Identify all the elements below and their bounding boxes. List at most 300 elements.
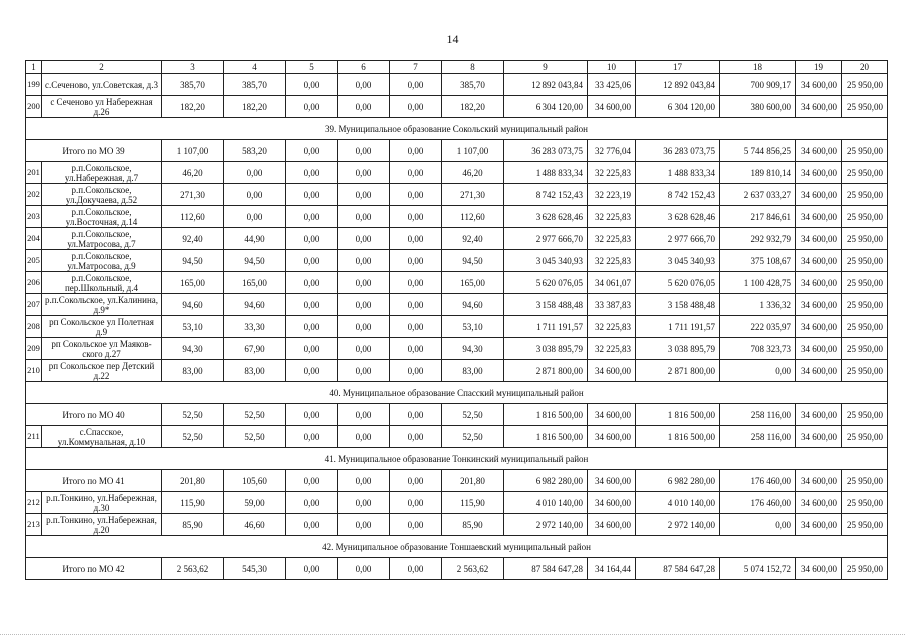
value-cell: 0,00 xyxy=(390,338,442,360)
value-cell: 1 816 500,00 xyxy=(504,426,588,448)
value-cell: 0,00 xyxy=(338,272,390,294)
value-cell: 34 600,00 xyxy=(796,294,842,316)
value-cell: 87 584 647,28 xyxy=(504,558,588,580)
value-cell: 176 460,00 xyxy=(720,492,796,514)
value-cell: 0,00 xyxy=(286,492,338,514)
row-index: 203 xyxy=(26,206,42,228)
value-cell: 32 776,04 xyxy=(588,140,636,162)
value-cell: 1 100 428,75 xyxy=(720,272,796,294)
value-cell: 25 950,00 xyxy=(842,96,888,118)
value-cell: 0,00 xyxy=(390,250,442,272)
housing-data-table xyxy=(25,60,888,580)
value-cell: 52,50 xyxy=(162,426,224,448)
value-cell: 0,00 xyxy=(286,338,338,360)
value-cell: 34 600,00 xyxy=(796,360,842,382)
value-cell: 182,20 xyxy=(224,96,286,118)
column-header: 6 xyxy=(338,61,390,74)
value-cell: 4 010 140,00 xyxy=(504,492,588,514)
value-cell: 0,00 xyxy=(286,272,338,294)
value-cell: 0,00 xyxy=(390,228,442,250)
value-cell: 34 600,00 xyxy=(588,96,636,118)
column-header: 17 xyxy=(636,61,720,74)
value-cell: 25 950,00 xyxy=(842,404,888,426)
value-cell: 0,00 xyxy=(390,558,442,580)
value-cell: 2 637 033,27 xyxy=(720,184,796,206)
value-cell: 32 225,83 xyxy=(588,228,636,250)
value-cell: 67,90 xyxy=(224,338,286,360)
section-title: 40. Муниципальное образование Спасский муниципальный район xyxy=(26,382,888,404)
column-header: 3 xyxy=(162,61,224,74)
value-cell: 1 488 833,34 xyxy=(504,162,588,184)
column-header: 18 xyxy=(720,61,796,74)
value-cell: 0,00 xyxy=(286,316,338,338)
value-cell: 0,00 xyxy=(390,140,442,162)
address-cell: р.п.Сокольское, ул.Матросова, д.7 xyxy=(42,228,162,250)
value-cell: 1 816 500,00 xyxy=(504,404,588,426)
address-cell: рп Сокольское ул Полетная д.9 xyxy=(42,316,162,338)
table-row xyxy=(26,184,888,206)
value-cell: 32 225,83 xyxy=(588,250,636,272)
value-cell: 0,00 xyxy=(338,294,390,316)
value-cell: 32 225,83 xyxy=(588,162,636,184)
value-cell: 5 620 076,05 xyxy=(504,272,588,294)
value-cell: 385,70 xyxy=(442,74,504,96)
value-cell: 2 871 800,00 xyxy=(636,360,720,382)
value-cell: 34 600,00 xyxy=(796,514,842,536)
value-cell: 33 387,83 xyxy=(588,294,636,316)
value-cell: 34 600,00 xyxy=(796,272,842,294)
value-cell: 53,10 xyxy=(442,316,504,338)
value-cell: 25 950,00 xyxy=(842,74,888,96)
table-row xyxy=(26,228,888,250)
value-cell: 25 950,00 xyxy=(842,140,888,162)
row-index: 199 xyxy=(26,74,42,96)
value-cell: 189 810,14 xyxy=(720,162,796,184)
page-number: 14 xyxy=(446,32,459,46)
value-cell: 0,00 xyxy=(390,74,442,96)
value-cell: 0,00 xyxy=(286,558,338,580)
value-cell: 59,00 xyxy=(224,492,286,514)
value-cell: 0,00 xyxy=(286,250,338,272)
value-cell: 85,90 xyxy=(442,514,504,536)
value-cell: 1 711 191,57 xyxy=(504,316,588,338)
value-cell: 0,00 xyxy=(390,470,442,492)
value-cell: 52,50 xyxy=(224,404,286,426)
table-row xyxy=(26,426,888,448)
value-cell: 25 950,00 xyxy=(842,316,888,338)
value-cell: 2 563,62 xyxy=(162,558,224,580)
value-cell: 25 950,00 xyxy=(842,492,888,514)
row-index: 210 xyxy=(26,360,42,382)
row-index: 209 xyxy=(26,338,42,360)
value-cell: 105,60 xyxy=(224,470,286,492)
value-cell: 2 977 666,70 xyxy=(636,228,720,250)
row-index: 211 xyxy=(26,426,42,448)
address-cell: р.п.Тонкино, ул.Набережная, д.20 xyxy=(42,514,162,536)
value-cell: 271,30 xyxy=(162,184,224,206)
address-cell: р.п.Сокольское, ул.Калинина, д.9* xyxy=(42,294,162,316)
value-cell: 0,00 xyxy=(286,514,338,536)
row-index: 212 xyxy=(26,492,42,514)
column-header: 4 xyxy=(224,61,286,74)
column-header: 10 xyxy=(588,61,636,74)
value-cell: 94,60 xyxy=(442,294,504,316)
value-cell: 0,00 xyxy=(720,514,796,536)
table-row xyxy=(26,514,888,536)
subtotal-label: Итого по МО 40 xyxy=(26,404,162,426)
value-cell: 2 871 800,00 xyxy=(504,360,588,382)
value-cell: 94,30 xyxy=(162,338,224,360)
address-cell: с.Спасское, ул.Коммунальная, д.10 xyxy=(42,426,162,448)
value-cell: 32 225,83 xyxy=(588,338,636,360)
value-cell: 1 816 500,00 xyxy=(636,404,720,426)
value-cell: 1 107,00 xyxy=(162,140,224,162)
value-cell: 0,00 xyxy=(390,514,442,536)
value-cell: 0,00 xyxy=(390,492,442,514)
value-cell: 34 164,44 xyxy=(588,558,636,580)
value-cell: 94,50 xyxy=(162,250,224,272)
value-cell: 32 225,83 xyxy=(588,316,636,338)
value-cell: 3 045 340,93 xyxy=(636,250,720,272)
subtotal-row xyxy=(26,140,888,162)
value-cell: 34 600,00 xyxy=(588,426,636,448)
value-cell: 176 460,00 xyxy=(720,470,796,492)
value-cell: 0,00 xyxy=(286,294,338,316)
value-cell: 0,00 xyxy=(338,338,390,360)
value-cell: 6 982 280,00 xyxy=(636,470,720,492)
value-cell: 25 950,00 xyxy=(842,272,888,294)
value-cell: 0,00 xyxy=(338,492,390,514)
value-cell: 0,00 xyxy=(286,206,338,228)
value-cell: 0,00 xyxy=(390,426,442,448)
value-cell: 34 600,00 xyxy=(796,96,842,118)
row-index: 200 xyxy=(26,96,42,118)
value-cell: 25 950,00 xyxy=(842,426,888,448)
value-cell: 0,00 xyxy=(338,426,390,448)
value-cell: 94,30 xyxy=(442,338,504,360)
value-cell: 34 600,00 xyxy=(588,360,636,382)
value-cell: 34 600,00 xyxy=(796,184,842,206)
value-cell: 0,00 xyxy=(286,74,338,96)
section-title: 39. Муниципальное образование Сокольский муниципальный район xyxy=(26,118,888,140)
value-cell: 46,20 xyxy=(442,162,504,184)
value-cell: 0,00 xyxy=(286,228,338,250)
value-cell: 34 600,00 xyxy=(588,470,636,492)
value-cell: 201,80 xyxy=(162,470,224,492)
value-cell: 708 323,73 xyxy=(720,338,796,360)
value-cell: 3 158 488,48 xyxy=(636,294,720,316)
value-cell: 2 972 140,00 xyxy=(504,514,588,536)
value-cell: 0,00 xyxy=(338,228,390,250)
value-cell: 700 909,17 xyxy=(720,74,796,96)
value-cell: 52,50 xyxy=(442,426,504,448)
value-cell: 34 600,00 xyxy=(796,250,842,272)
value-cell: 85,90 xyxy=(162,514,224,536)
value-cell: 34 600,00 xyxy=(588,404,636,426)
column-header: 1 xyxy=(26,61,42,74)
value-cell: 33 425,06 xyxy=(588,74,636,96)
table-row xyxy=(26,272,888,294)
column-header: 7 xyxy=(390,61,442,74)
value-cell: 0,00 xyxy=(286,162,338,184)
value-cell: 0,00 xyxy=(338,74,390,96)
value-cell: 0,00 xyxy=(286,140,338,162)
value-cell: 0,00 xyxy=(286,470,338,492)
value-cell: 0,00 xyxy=(286,426,338,448)
value-cell: 34 600,00 xyxy=(796,162,842,184)
value-cell: 3 045 340,93 xyxy=(504,250,588,272)
value-cell: 25 950,00 xyxy=(842,294,888,316)
value-cell: 6 304 120,00 xyxy=(504,96,588,118)
value-cell: 94,50 xyxy=(442,250,504,272)
row-index: 201 xyxy=(26,162,42,184)
value-cell: 182,20 xyxy=(442,96,504,118)
table-row xyxy=(26,294,888,316)
table-row xyxy=(26,162,888,184)
value-cell: 25 950,00 xyxy=(842,162,888,184)
value-cell: 0,00 xyxy=(338,470,390,492)
value-cell: 8 742 152,43 xyxy=(504,184,588,206)
value-cell: 3 038 895,79 xyxy=(504,338,588,360)
value-cell: 46,60 xyxy=(224,514,286,536)
value-cell: 0,00 xyxy=(338,140,390,162)
value-cell: 0,00 xyxy=(224,184,286,206)
value-cell: 1 711 191,57 xyxy=(636,316,720,338)
value-cell: 1 107,00 xyxy=(442,140,504,162)
value-cell: 0,00 xyxy=(286,360,338,382)
value-cell: 0,00 xyxy=(390,206,442,228)
value-cell: 271,30 xyxy=(442,184,504,206)
value-cell: 32 223,19 xyxy=(588,184,636,206)
value-cell: 217 846,61 xyxy=(720,206,796,228)
value-cell: 583,20 xyxy=(224,140,286,162)
value-cell: 87 584 647,28 xyxy=(636,558,720,580)
value-cell: 8 742 152,43 xyxy=(636,184,720,206)
value-cell: 5 074 152,72 xyxy=(720,558,796,580)
table-row xyxy=(26,338,888,360)
address-cell: рп Сокольское пер Детский д.22 xyxy=(42,360,162,382)
table-row xyxy=(26,74,888,96)
address-cell: р.п.Тонкино, ул.Набережная, д.30 xyxy=(42,492,162,514)
value-cell: 12 892 043,84 xyxy=(636,74,720,96)
value-cell: 0,00 xyxy=(390,294,442,316)
value-cell: 25 950,00 xyxy=(842,558,888,580)
value-cell: 112,60 xyxy=(162,206,224,228)
value-cell: 25 950,00 xyxy=(842,250,888,272)
value-cell: 0,00 xyxy=(390,96,442,118)
value-cell: 0,00 xyxy=(390,316,442,338)
value-cell: 0,00 xyxy=(338,404,390,426)
value-cell: 36 283 073,75 xyxy=(636,140,720,162)
subtotal-row xyxy=(26,404,888,426)
value-cell: 0,00 xyxy=(338,184,390,206)
value-cell: 3 628 628,46 xyxy=(636,206,720,228)
value-cell: 83,00 xyxy=(162,360,224,382)
value-cell: 94,50 xyxy=(224,250,286,272)
value-cell: 0,00 xyxy=(390,360,442,382)
section-header-row xyxy=(26,118,888,140)
value-cell: 112,60 xyxy=(442,206,504,228)
table-row xyxy=(26,316,888,338)
value-cell: 34 600,00 xyxy=(588,514,636,536)
value-cell: 380 600,00 xyxy=(720,96,796,118)
value-cell: 3 158 488,48 xyxy=(504,294,588,316)
value-cell: 165,00 xyxy=(224,272,286,294)
value-cell: 0,00 xyxy=(390,272,442,294)
address-cell: с.Сеченово, ул.Советская, д.3 xyxy=(42,74,162,96)
value-cell: 5 620 076,05 xyxy=(636,272,720,294)
column-header: 5 xyxy=(286,61,338,74)
value-cell: 258 116,00 xyxy=(720,404,796,426)
section-header-row xyxy=(26,382,888,404)
section-title: 41. Муниципальное образование Тонкинский муниципальный район xyxy=(26,448,888,470)
value-cell: 115,90 xyxy=(162,492,224,514)
value-cell: 0,00 xyxy=(338,514,390,536)
value-cell: 0,00 xyxy=(390,404,442,426)
row-index: 208 xyxy=(26,316,42,338)
value-cell: 0,00 xyxy=(224,206,286,228)
value-cell: 258 116,00 xyxy=(720,426,796,448)
value-cell: 165,00 xyxy=(162,272,224,294)
subtotal-label: Итого по МО 41 xyxy=(26,470,162,492)
address-cell: р.п.Сокольское, ул.Докучаева, д.52 xyxy=(42,184,162,206)
value-cell: 1 488 833,34 xyxy=(636,162,720,184)
value-cell: 46,20 xyxy=(162,162,224,184)
value-cell: 34 061,07 xyxy=(588,272,636,294)
value-cell: 201,80 xyxy=(442,470,504,492)
value-cell: 2 977 666,70 xyxy=(504,228,588,250)
value-cell: 385,70 xyxy=(162,74,224,96)
value-cell: 0,00 xyxy=(338,360,390,382)
table-row xyxy=(26,492,888,514)
value-cell: 34 600,00 xyxy=(796,206,842,228)
table-body xyxy=(26,61,888,580)
table-row xyxy=(26,250,888,272)
section-title: 42. Муниципальное образование Тоншаевский муниципальный район xyxy=(26,536,888,558)
row-index: 206 xyxy=(26,272,42,294)
column-header: 19 xyxy=(796,61,842,74)
column-header: 2 xyxy=(42,61,162,74)
subtotal-row xyxy=(26,470,888,492)
value-cell: 6 982 280,00 xyxy=(504,470,588,492)
value-cell: 94,60 xyxy=(224,294,286,316)
value-cell: 34 600,00 xyxy=(588,492,636,514)
value-cell: 165,00 xyxy=(442,272,504,294)
value-cell: 1 336,32 xyxy=(720,294,796,316)
value-cell: 52,50 xyxy=(224,426,286,448)
value-cell: 33,30 xyxy=(224,316,286,338)
address-cell: р.п.Сокольское, ул.Набережная, д.7 xyxy=(42,162,162,184)
value-cell: 34 600,00 xyxy=(796,558,842,580)
address-cell: с Сеченово ул Набережная д.26 xyxy=(42,96,162,118)
value-cell: 34 600,00 xyxy=(796,426,842,448)
value-cell: 0,00 xyxy=(390,162,442,184)
value-cell: 94,60 xyxy=(162,294,224,316)
value-cell: 0,00 xyxy=(390,184,442,206)
value-cell: 34 600,00 xyxy=(796,404,842,426)
value-cell: 34 600,00 xyxy=(796,316,842,338)
row-index: 205 xyxy=(26,250,42,272)
table-row xyxy=(26,360,888,382)
value-cell: 25 950,00 xyxy=(842,338,888,360)
column-header: 8 xyxy=(442,61,504,74)
address-cell: р.п.Сокольское, ул.Восточная, д.14 xyxy=(42,206,162,228)
value-cell: 25 950,00 xyxy=(842,184,888,206)
value-cell: 0,00 xyxy=(338,250,390,272)
value-cell: 52,50 xyxy=(442,404,504,426)
value-cell: 3 628 628,46 xyxy=(504,206,588,228)
value-cell: 25 950,00 xyxy=(842,470,888,492)
table-row xyxy=(26,96,888,118)
column-header: 20 xyxy=(842,61,888,74)
value-cell: 83,00 xyxy=(224,360,286,382)
value-cell: 0,00 xyxy=(286,96,338,118)
value-cell: 32 225,83 xyxy=(588,206,636,228)
section-header-row xyxy=(26,536,888,558)
value-cell: 36 283 073,75 xyxy=(504,140,588,162)
value-cell: 25 950,00 xyxy=(842,228,888,250)
address-cell: р.п.Сокольское, ул.Матросова, д.9 xyxy=(42,250,162,272)
subtotal-row xyxy=(26,558,888,580)
row-index: 204 xyxy=(26,228,42,250)
value-cell: 0,00 xyxy=(286,184,338,206)
value-cell: 0,00 xyxy=(720,360,796,382)
address-cell: р.п.Сокольское, пер.Школьный, д.4 xyxy=(42,272,162,294)
page-bottom-edge xyxy=(0,634,905,638)
value-cell: 25 950,00 xyxy=(842,206,888,228)
row-index: 213 xyxy=(26,514,42,536)
value-cell: 0,00 xyxy=(338,558,390,580)
value-cell: 83,00 xyxy=(442,360,504,382)
value-cell: 25 950,00 xyxy=(842,360,888,382)
value-cell: 292 932,79 xyxy=(720,228,796,250)
value-cell: 545,30 xyxy=(224,558,286,580)
value-cell: 6 304 120,00 xyxy=(636,96,720,118)
value-cell: 0,00 xyxy=(338,206,390,228)
value-cell: 0,00 xyxy=(286,404,338,426)
value-cell: 182,20 xyxy=(162,96,224,118)
value-cell: 92,40 xyxy=(162,228,224,250)
value-cell: 385,70 xyxy=(224,74,286,96)
value-cell: 1 816 500,00 xyxy=(636,426,720,448)
row-index: 202 xyxy=(26,184,42,206)
value-cell: 34 600,00 xyxy=(796,140,842,162)
value-cell: 0,00 xyxy=(338,162,390,184)
value-cell: 52,50 xyxy=(162,404,224,426)
value-cell: 0,00 xyxy=(338,316,390,338)
value-cell: 25 950,00 xyxy=(842,514,888,536)
value-cell: 53,10 xyxy=(162,316,224,338)
value-cell: 2 563,62 xyxy=(442,558,504,580)
value-cell: 92,40 xyxy=(442,228,504,250)
value-cell: 0,00 xyxy=(224,162,286,184)
header-row xyxy=(26,61,888,74)
row-index: 207 xyxy=(26,294,42,316)
value-cell: 34 600,00 xyxy=(796,492,842,514)
subtotal-label: Итого по МО 42 xyxy=(26,558,162,580)
value-cell: 115,90 xyxy=(442,492,504,514)
value-cell: 0,00 xyxy=(338,96,390,118)
value-cell: 4 010 140,00 xyxy=(636,492,720,514)
column-header: 9 xyxy=(504,61,588,74)
value-cell: 375 108,67 xyxy=(720,250,796,272)
value-cell: 12 892 043,84 xyxy=(504,74,588,96)
value-cell: 34 600,00 xyxy=(796,470,842,492)
table-row xyxy=(26,206,888,228)
value-cell: 34 600,00 xyxy=(796,338,842,360)
value-cell: 34 600,00 xyxy=(796,74,842,96)
section-header-row xyxy=(26,448,888,470)
